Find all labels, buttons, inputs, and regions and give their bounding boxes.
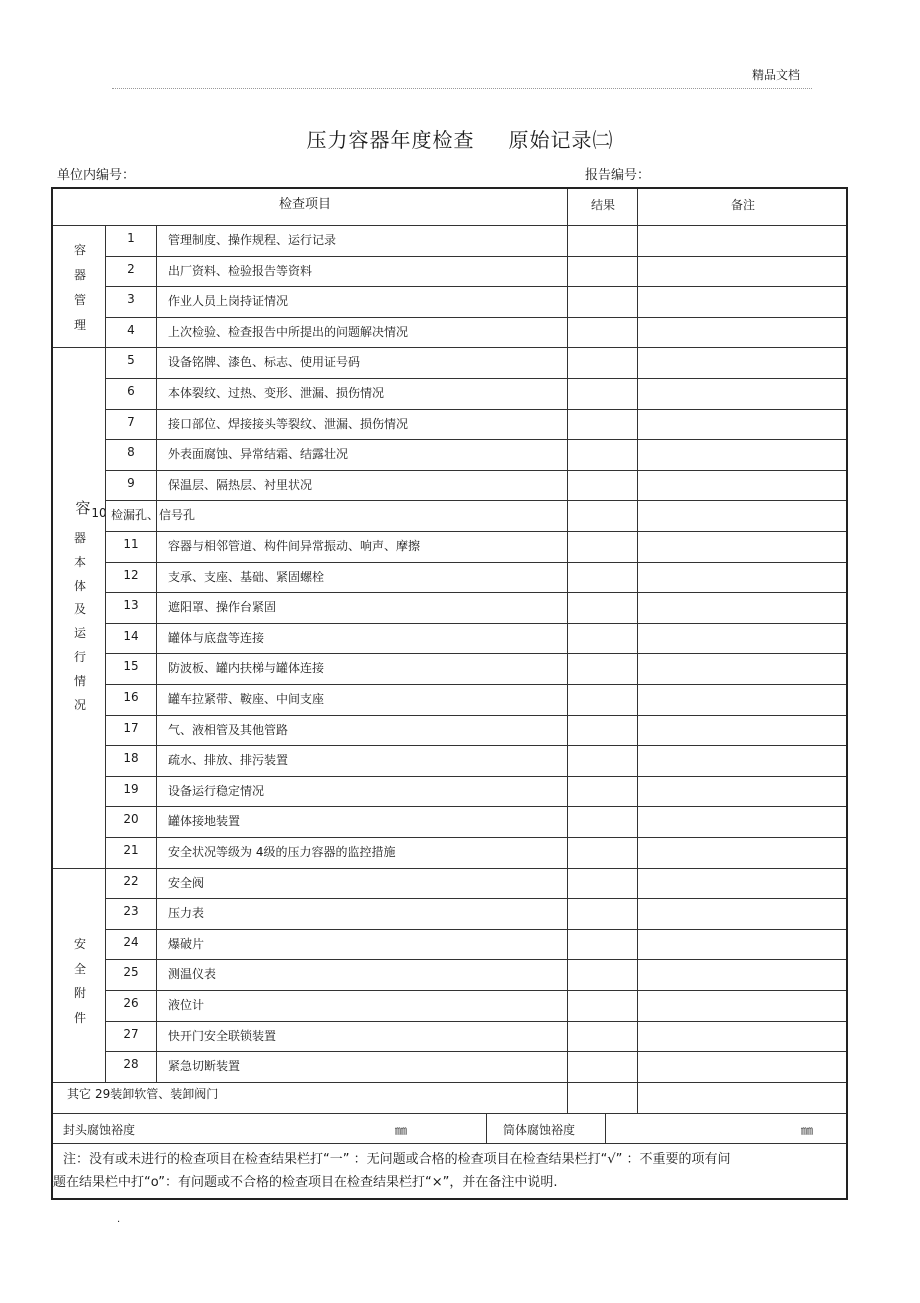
item-number: 20 [123,812,139,827]
group-char: 安 [73,937,86,951]
grid-line [53,1143,846,1144]
item-number: 5 [127,353,135,368]
item-text: 液位计 [168,998,205,1012]
grid-line [105,317,846,318]
item-number: 4 [127,322,135,337]
item-number: 11 [123,537,139,551]
item-text: 作业人员上岗持证情况 [168,294,289,309]
group-char: 体 [73,578,86,593]
grid-line [53,1082,846,1083]
group-label-body-top: 容 [75,499,91,517]
other-number: 29 [95,1087,111,1101]
grid-line [53,347,846,348]
grid-line [105,286,846,287]
item-number: 1 [127,231,135,245]
item-number: 18 [123,751,139,766]
title-main: 压力容器年度检查 [306,128,475,152]
head-corrosion-label: 封头腐蚀裕度 [63,1123,136,1137]
item-text: 罐体接地装置 [168,814,241,829]
report-number-label: 报告编号： [585,168,651,183]
item-text: 防波板、罐内扶梯与罐体连接 [168,661,325,676]
grid-line [53,1113,846,1114]
group-char: 管 [73,293,86,307]
item-text: 气、液相管及其他管路 [168,722,289,737]
page-title [0,124,920,153]
item-number: 16 [123,690,139,704]
header-divider [112,88,812,89]
grid-line [105,439,846,440]
grid-line [567,189,568,1113]
item-number: 8 [127,445,135,460]
grid-line [105,776,846,777]
other-row-label [67,1087,218,1101]
item-text: 疏水、排放、排污装置 [168,753,289,768]
item-number: 28 [123,1057,139,1072]
title-sub: 原始记录㈡ [508,128,614,152]
grid-line [105,959,846,960]
item-text: 安全阀 [168,875,205,890]
item-text: 安全状况等级为 4级的压力容器的监控措施 [168,845,396,859]
shell-corrosion-label: 筒体腐蚀裕度 [503,1123,576,1137]
item-text: 快开门安全联锁装置 [168,1028,277,1043]
inspection-table [51,187,848,1200]
item-text: 上次检验、检查报告中所提出的问题解决情况 [168,324,409,339]
item-number: 22 [123,873,139,888]
grid-line [105,990,846,991]
item-number: 24 [123,934,139,949]
item-text: 设备铭牌、漆色、标志、使用证号码 [168,355,361,370]
grid-line [105,1051,846,1052]
grid-line [105,378,846,379]
group-char: 全 [73,961,86,976]
shell-corrosion-unit: ㎜ [801,1123,814,1137]
footer-mark: . [117,1214,121,1225]
grid-line [156,225,157,1082]
group-char: 器 [73,268,86,282]
group-char: 本 [73,554,86,569]
header-item: 检查项目 [279,197,332,212]
grid-line [105,500,846,501]
grid-line [605,1113,606,1143]
group-char: 况 [73,697,86,712]
item-text: 紧急切断装置 [168,1059,241,1074]
group-char: 运 [73,626,86,641]
group-char: 容 [73,243,86,257]
group-char: 情 [73,673,86,688]
item-number: 12 [123,567,139,582]
item-number: 19 [123,781,139,796]
item-text: 罐车拉紧带、鞍座、中间支座 [168,692,325,706]
grid-line [53,225,846,226]
item-number: 15 [123,659,139,674]
item-number: 2 [127,261,135,276]
grid-line [105,470,846,471]
group-char: 附 [73,986,86,1000]
item-text: 罐体与底盘等连接 [168,630,265,645]
grid-line [105,592,846,593]
item-text: 爆破片 [168,936,205,951]
item-number: 23 [123,904,139,919]
grid-line [105,929,846,930]
item-number: 14 [123,628,139,643]
grid-line [105,715,846,716]
item-number: 10 [91,506,107,521]
grid-line [105,1021,846,1022]
header-remark: 备注 [731,198,756,212]
item-text: 保温层、隔热层、衬里状况 [168,477,313,492]
item-text: 出厂资料、检验报告等资料 [168,263,313,278]
group-char: 行 [73,650,86,664]
item-number: 7 [127,414,135,429]
item-number: 17 [123,720,139,735]
group-char: 器 [73,531,86,545]
group-char: 理 [73,318,86,332]
item-text: 支承、支座、基础、紧固螺栓 [168,569,325,584]
unit-number-label: 单位内编号： [57,168,136,183]
grid-line [105,409,846,410]
head-corrosion-unit: ㎜ [395,1123,408,1137]
grid-line [105,837,846,838]
item-number: 21 [123,843,139,857]
item-number: 9 [127,475,135,490]
grid-line [105,745,846,746]
group-char: 件 [73,1010,86,1025]
item-text: 接口部位、焊接接头等裂纹、泄漏、损伤情况 [168,416,409,431]
header-result: 结果 [591,198,616,212]
item-number: 13 [123,598,139,613]
note-line-2: 题在结果栏中打“o”：有问题或不合格的检查项目在检查结果栏打“×”，并在备注中说明. [53,1175,558,1190]
item-text: 容器与相邻管道、构件间异常振动、响声、摩擦 [168,539,421,553]
header-brand: 精品文档 [752,68,801,82]
item-text: 设备运行稳定情况 [168,783,265,798]
item-number: 25 [123,965,139,980]
item-text: 外表面腐蚀、异常结霜、结露壮况 [168,447,349,462]
grid-line [105,806,846,807]
group-char: 及 [73,602,86,617]
grid-line [105,653,846,654]
other-text: 装卸软管、装卸阀门 [110,1087,219,1101]
item-number: 26 [123,996,139,1010]
grid-line [637,189,638,1113]
item-text: 测温仪表 [168,967,217,982]
item-text: 管理制度、操作规程、运行记录 [168,233,337,247]
grid-line [105,531,846,532]
item-number: 27 [123,1026,139,1041]
item-number: 3 [127,292,135,307]
item-number: 6 [127,384,135,398]
item-text: 检漏孔、信号孔 [111,508,196,523]
grid-line [105,225,106,1082]
grid-line [105,256,846,257]
grid-line [105,898,846,899]
item-text: 本体裂纹、过热、变形、泄漏、损伤情况 [168,386,385,400]
grid-line [53,868,846,869]
grid-line [105,623,846,624]
other-label: 其它 [67,1087,92,1101]
item-text: 遮阳罩、操作台紧固 [168,600,277,615]
grid-line [105,562,846,563]
item-text: 压力表 [168,906,205,921]
grid-line [486,1113,487,1143]
note-line-1: 注：没有或未进行的检查项目在检查结果栏打“一” ：无问题或合格的检查项目在检查结果栏打“√” ：不重要的项有问 [63,1152,731,1167]
grid-line [105,684,846,685]
